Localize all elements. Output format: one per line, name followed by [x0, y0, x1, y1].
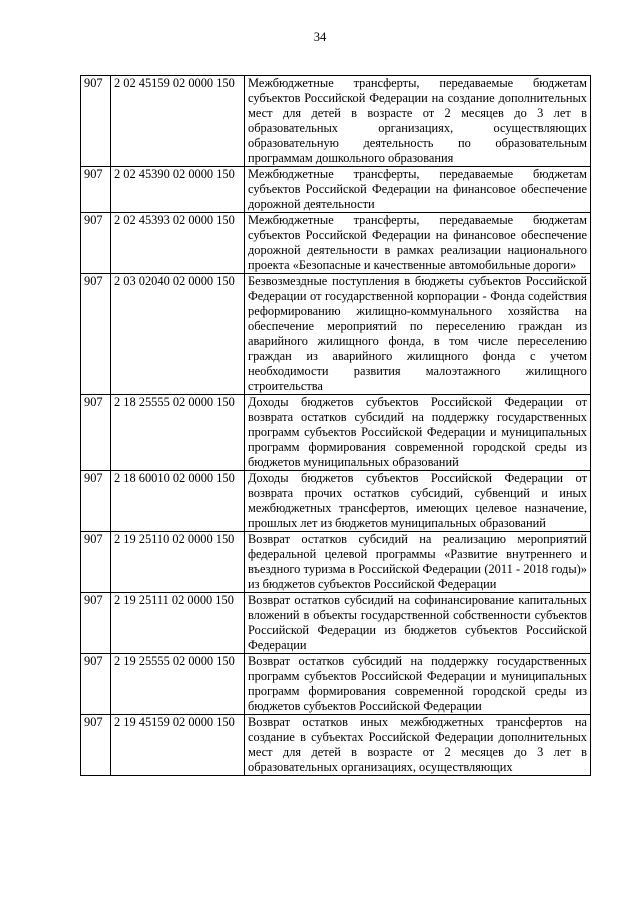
admin-code-cell: 907: [81, 471, 111, 532]
admin-code-cell: 907: [81, 532, 111, 593]
budget-codes-table: [80, 75, 591, 776]
table-row: [81, 532, 591, 593]
admin-code-cell: 907: [81, 213, 111, 274]
admin-code-cell: 907: [81, 715, 111, 776]
admin-code-cell: 907: [81, 654, 111, 715]
description-cell: Межбюджетные трансферты, передаваемые бюджетам субъектов Российской Федерации на финансовое обеспечение дорожной деятельности: [245, 167, 591, 213]
description-cell: Межбюджетные трансферты, передаваемые бюджетам субъектов Российской Федерации на создание дополнительных мест для детей в возрасте от 2 месяцев до 3 лет в образовательных организациях, осуществляющих образовательную деятельность по образовательным программам дошкольного образования: [245, 76, 591, 167]
budget-code-cell: 2 19 25111 02 0000 150: [111, 593, 245, 654]
table-body: [81, 76, 591, 776]
admin-code-cell: 907: [81, 395, 111, 471]
table-row: [81, 715, 591, 776]
table-row: [81, 213, 591, 274]
table-row: [81, 395, 591, 471]
budget-code-cell: 2 18 25555 02 0000 150: [111, 395, 245, 471]
admin-code-cell: 907: [81, 167, 111, 213]
budget-code-cell: 2 02 45390 02 0000 150: [111, 167, 245, 213]
table-row: [81, 654, 591, 715]
table-row: [81, 274, 591, 395]
budget-code-cell: 2 02 45393 02 0000 150: [111, 213, 245, 274]
admin-code-cell: 907: [81, 274, 111, 395]
description-cell: Возврат остатков субсидий на софинансирование капитальных вложений в объекты государственной собственности субъектов Российской Федерации из бюджетов субъектов Российской Федерации: [245, 593, 591, 654]
budget-code-cell: 2 18 60010 02 0000 150: [111, 471, 245, 532]
admin-code-cell: 907: [81, 76, 111, 167]
table-row: [81, 76, 591, 167]
description-cell: Возврат остатков субсидий на поддержку государственных программ субъектов Российской Федерации и муниципальных программ формирования современной городской среды из бюджетов субъектов Российской Федерации: [245, 654, 591, 715]
table-row: [81, 471, 591, 532]
description-cell: Безвозмездные поступления в бюджеты субъектов Российской Федерации от государственной корпорации - Фонда содействия реформированию жилищно-коммунального хозяйства на обеспечение мероприятий по переселению граждан из аварийного жилищного фонда, в том числе переселению граждан из аварийного жилищного фонда с учетом необходимости развития малоэтажного жилищного строительства: [245, 274, 591, 395]
description-cell: Доходы бюджетов субъектов Российской Федерации от возврата прочих остатков субсидий, субвенций и иных межбюджетных трансфертов, имеющих целевое назначение, прошлых лет из бюджетов муниципальных образований: [245, 471, 591, 532]
description-cell: Межбюджетные трансферты, передаваемые бюджетам субъектов Российской Федерации на финансовое обеспечение дорожной деятельности в рамках реализации национального проекта «Безопасные и качественные автомобильные дороги»: [245, 213, 591, 274]
table-row: [81, 593, 591, 654]
table-row: [81, 167, 591, 213]
budget-code-cell: 2 19 25555 02 0000 150: [111, 654, 245, 715]
budget-code-cell: 2 02 45159 02 0000 150: [111, 76, 245, 167]
budget-code-cell: 2 03 02040 02 0000 150: [111, 274, 245, 395]
description-cell: Возврат остатков иных межбюджетных трансфертов на создание в субъектах Российской Федерации дополнительных мест для детей в возрасте от 2 месяцев до 3 лет в образовательных организациях, осуществляющих: [245, 715, 591, 776]
budget-code-cell: 2 19 25110 02 0000 150: [111, 532, 245, 593]
admin-code-cell: 907: [81, 593, 111, 654]
budget-code-cell: 2 19 45159 02 0000 150: [111, 715, 245, 776]
description-cell: Возврат остатков субсидий на реализацию мероприятий федеральной целевой программы «Развитие внутреннего и въездного туризма в Российской Федерации (2011 - 2018 годы)» из бюджетов субъектов Российской Федерации: [245, 532, 591, 593]
page-number: 34: [313, 30, 327, 44]
description-cell: Доходы бюджетов субъектов Российской Федерации от возврата остатков субсидий на поддержку государственных программ субъектов Российской Федерации и муниципальных программ формирования современной городской среды из бюджетов муниципальных образований: [245, 395, 591, 471]
